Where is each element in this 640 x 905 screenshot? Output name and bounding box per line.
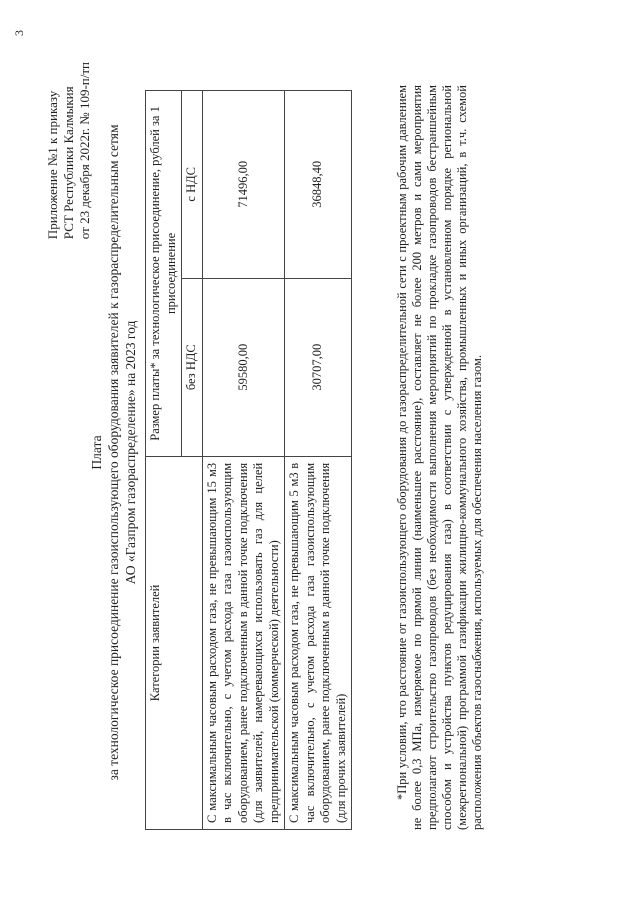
document-title <box>88 0 139 905</box>
header-line-3: от 23 декабря 2022г. № 109-п/тп <box>77 62 92 240</box>
row-with-vat: 36848,40 <box>285 91 352 279</box>
row-category: С максимальным часовым расходом газа, не превышающим 15 м3 в час включительно, с учетом расхода газа газоиспользующим оборудованием, ранее подключенным в данной точке подключения (для заявителей, намеревающихся использовать газ для целей предпринимательской (коммерческой) деятельности) <box>202 456 285 829</box>
header-fee: Размер платы* за технологическое присоединение, рублей за 1 присоединение <box>146 91 182 457</box>
header-without-vat: без НДС <box>182 278 203 456</box>
table-row <box>202 91 285 830</box>
fee-table <box>145 90 352 830</box>
header-with-vat: с НДС <box>182 91 203 279</box>
header-line-2: РСТ Республики Калмыкия <box>61 86 76 240</box>
row-without-vat: 30707,00 <box>285 278 352 456</box>
row-category: С максимальным часовым расходом газа, не превышающим 5 м3 в час включительно, с учетом расхода газа газоиспользующим оборудованием, ранее подключенным в данной точке подключения (для прочих заявителей) <box>285 456 352 829</box>
row-without-vat: 59580,00 <box>202 278 285 456</box>
title-line-1: Плата <box>89 435 104 470</box>
header-category: Категории заявителей <box>146 456 203 829</box>
row-with-vat: 71496,00 <box>202 91 285 279</box>
page-number: 3 <box>12 30 26 36</box>
order-header <box>45 62 93 239</box>
header-line-1: Приложение №1 к приказу <box>45 90 60 240</box>
table-row <box>285 91 352 830</box>
table-header-row <box>146 91 182 830</box>
title-line-2: за технологическое присоединение газоиспользующего оборудования заявителей к газораспределительным сетям <box>106 124 121 781</box>
title-line-3: АО «Газпром газораспределение» на 2023 год <box>123 320 138 585</box>
footnote: *При условии, что расстояние от газоиспользующего оборудования до газораспределительной сети с проектным рабочим давлением не более 0,3 МПа, измеряемое по прямой линии (наименьшее расстояние), составляет не более 200 метров и сами мероприятия предполагают строительство газопроводов (без необходимости выполнения мероприятий по прокладке газопроводов бестраншейным способом и устройства пунктов редуцирования газа) в соответствии с утвержденной в установленном порядке региональной (межрегиональной) программой газификации жилищно-коммунального хозяйства, промышленных и иных организаций, в т.ч. схемой расположения объектов газоснабжения, используемых для обеспечения населения газом. <box>395 85 484 830</box>
